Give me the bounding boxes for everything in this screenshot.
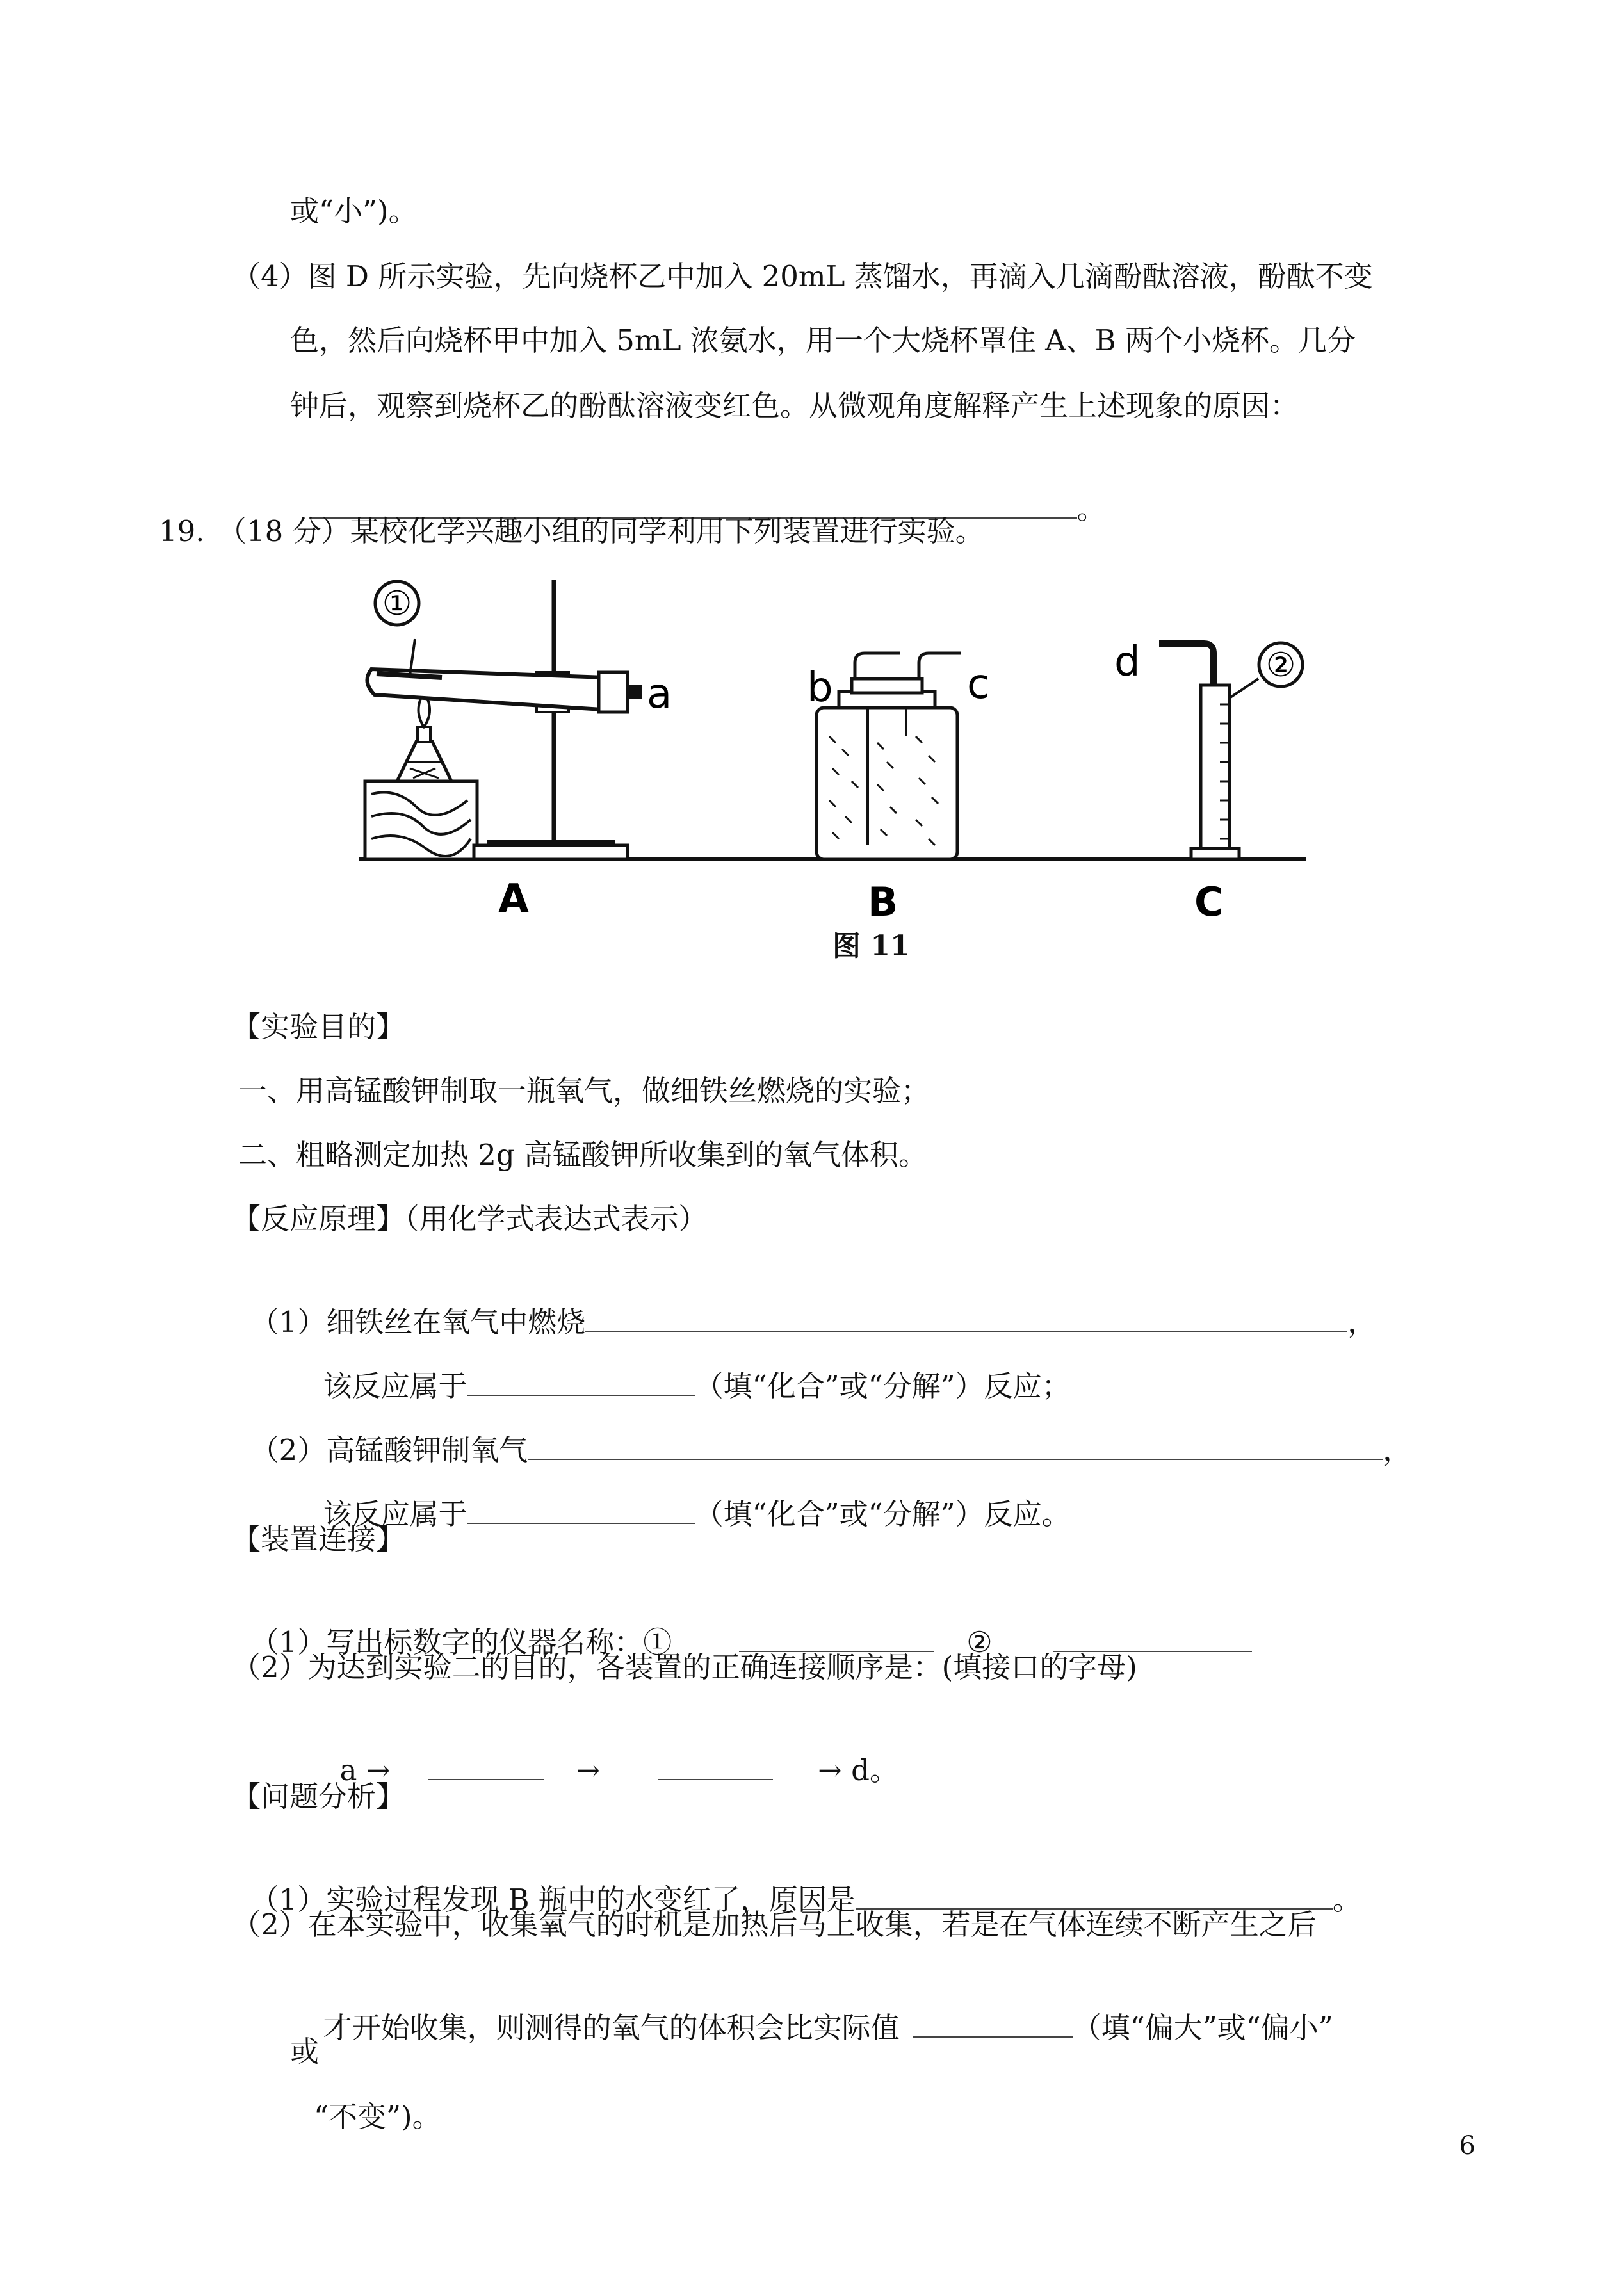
principle-q1-type-end: （填“化合”或“分解”）反应； [694, 1369, 1071, 1403]
principle-q2-end: ， [1383, 1433, 1412, 1467]
analysis-q2-line4: “不变”)。 [314, 2100, 441, 2134]
analysis-q2-line2 [305, 1970, 1333, 2047]
q4-line2: 色，然后向烧杯甲中加入 5mL 浓氨水，用一个大烧杯罩住 A、B 两个小烧杯。几分 [290, 323, 1356, 357]
label-2-text: ② [1265, 646, 1296, 685]
connection-heading: 【装置连接】 [232, 1522, 405, 1556]
label-b: b [807, 664, 833, 711]
principle-q2-text: （2）高锰酸钾制氧气 [250, 1433, 528, 1467]
label-B: B [868, 879, 898, 922]
sequence-arrow: → [576, 1753, 601, 1787]
analysis-q1-text: （1）实验过程发现 B 瓶中的水变红了，原因是 [250, 1883, 856, 1917]
sequence-end: → d。 [818, 1753, 898, 1787]
principle-heading: 【反应原理】（用化学式表达式表示） [232, 1202, 708, 1236]
q19-intro: （18 分）某校化学兴趣小组的同学利用下列装置进行实验。 [218, 514, 984, 548]
analysis-q2-line1: （2）在本实验中，收集氧气的时机是加热后马上收集，若是在气体连续不断产生之后 [232, 1908, 1317, 1942]
analysis-q2-line2-text: 才开始收集，则测得的氧气的体积会比实际值 [323, 2011, 900, 2045]
principle-q1-type-text: 该反应属于 [323, 1369, 467, 1403]
test-tube [368, 669, 642, 712]
label-1-text: ① [382, 585, 412, 623]
wood-block [365, 781, 477, 859]
answer-blank[interactable] [428, 1751, 544, 1780]
label-A: A [498, 875, 529, 922]
analysis-heading: 【问题分析】 [232, 1780, 405, 1813]
q4-line1: （4）图 D 所示实验，先向烧杯乙中加入 20mL 蒸馏水，再滴入几滴酚酞溶液，酚酞不变 [232, 259, 1373, 293]
principle-q2-type [305, 1456, 1071, 1534]
answer-blank[interactable] [467, 1495, 695, 1524]
analysis-q2-line2-end: （填“偏大”或“偏小” [1072, 2011, 1333, 2045]
connection-q1-mark2: ② [966, 1625, 993, 1659]
alcohol-lamp [397, 692, 451, 781]
gas-bottle [816, 653, 961, 859]
iron-stand [474, 580, 628, 859]
answer-blank[interactable] [658, 1751, 773, 1780]
q4-line3: 钟后，观察到烧杯乙的酚酞溶液变红色。从微观角度解释产生上述现象的原因： [290, 389, 1299, 423]
page-number: 6 [1459, 2131, 1475, 2161]
apparatus-figure [346, 564, 1345, 922]
label-C: C [1194, 879, 1224, 922]
purpose-heading: 【实验目的】 [232, 1010, 405, 1044]
purpose-item-1: 一、用高锰酸钾制取一瓶氧气，做细铁丝燃烧的实验； [238, 1074, 930, 1108]
principle-q2-type-text: 该反应属于 [323, 1497, 467, 1531]
principle-q2-type-end: （填“化合”或“分解”）反应。 [694, 1497, 1071, 1531]
label-d: d [1114, 638, 1141, 686]
connection-q2: （2）为达到实验二的目的，各装置的正确连接顺序是：(填接口的字母) [232, 1650, 1137, 1684]
principle-q1-end: ， [1347, 1305, 1377, 1339]
label-c: c [967, 661, 990, 708]
sequence-start: a → [339, 1753, 391, 1787]
q4-end: 。 [1076, 492, 1106, 526]
connection-q1-text: （1）写出标数字的仪器名称：① [250, 1625, 672, 1659]
measuring-cylinder [1159, 644, 1239, 859]
analysis-q1-end: 。 [1332, 1883, 1361, 1917]
answer-blank[interactable] [913, 2008, 1073, 2038]
purpose-item-2: 二、粗略测定加热 2g 高锰酸钾所收集到的氧气体积。 [238, 1138, 928, 1172]
principle-q1-text: （1）细铁丝在氧气中燃烧 [250, 1305, 586, 1339]
prev-end-line: 或“小”)。 [290, 194, 418, 228]
figure-caption: 图 11 [832, 930, 910, 962]
connection-sequence [321, 1712, 898, 1790]
analysis-q2-line3: 或 [290, 2034, 320, 2068]
q19-number: 19. [159, 514, 205, 548]
label-a: a [647, 670, 672, 718]
